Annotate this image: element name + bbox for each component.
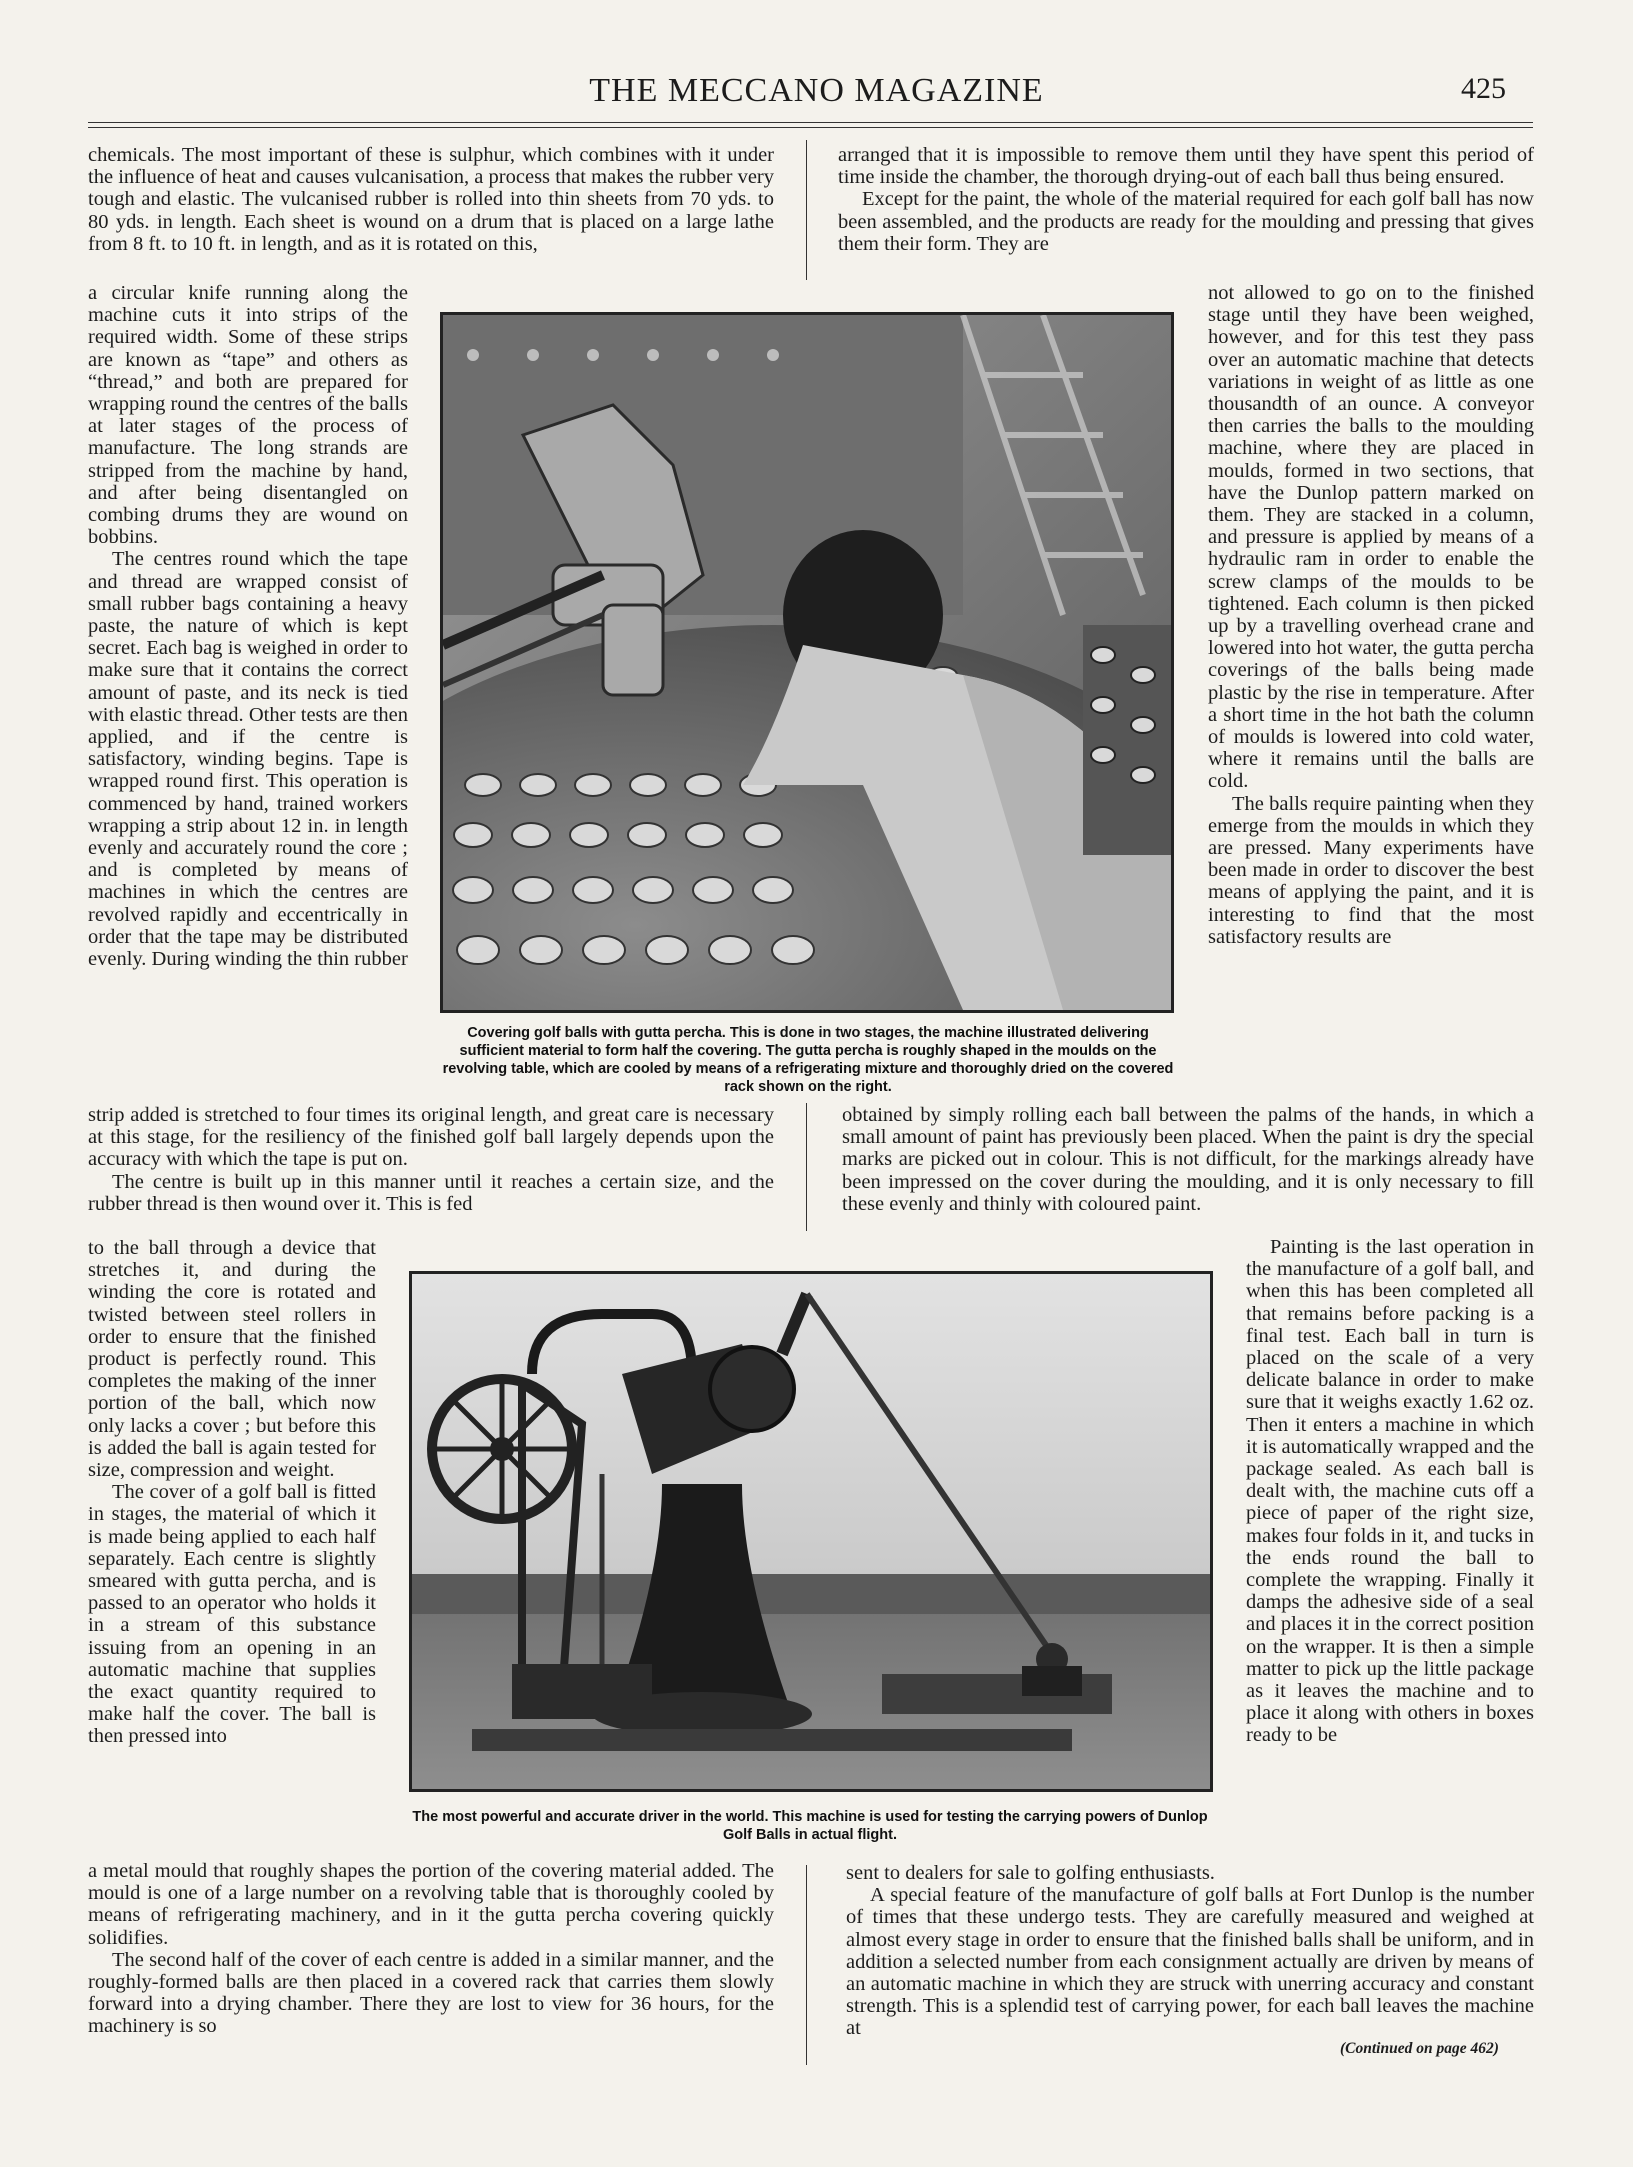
paragraph: The balls require painting when they emerge from the moulds in which they are pressed. Many experiments have been made in order to discover the best means of applying the paint, and it is interesting to find that the most satisfactory results are xyxy=(1208,792,1534,948)
column-divider xyxy=(806,1865,807,2065)
text-top-left xyxy=(88,144,774,255)
continued-note: (Continued on page 462) xyxy=(1340,2040,1499,2057)
paragraph: The cover of a golf ball is fitted in stages, the material of which it is made being applied to each half separately. Each centre is slightly smeared with gutta percha, and is passed to an operator who holds it in a stream of this substance issuing from an opening in an automatic machine that supplies the exact quantity required to make half the cover. The ball is then pressed into xyxy=(88,1481,376,1748)
paragraph: not allowed to go on to the finished stage until they have been weighed, however, and for this test they pass over an automatic machine that detects variations in weight of as little as one thousandth of an ounce. A conveyor then carries the balls to the moulding machine, where they are placed in moulds, formed in two sections, that have the Dunlop pattern marked on them. They are stacked in a column, and pressure is applied by means of a hydraulic ram in order to enable the screw clamps of the moulds to be tightened. Each column is then picked up by a travelling overhead crane and lowered into hot water, the gutta percha coverings of the balls being made plastic by the rise in temperature. After a short time in the hot bath the column of moulds is lowered into cold water, where it remains until the balls are cold. xyxy=(1208,282,1534,793)
paragraph: The second half of the cover of each centre is added in a similar manner, and the roughly-formed balls are then placed in a covered rack that carries them slowly forward into a drying chamber. There they are lost to view for 36 hours, for the machinery is so xyxy=(88,1948,774,2038)
paragraph: chemicals. The most important of these is sulphur, which combines with it under the influence of heat and causes vulcanisation, a process that makes the rubber very tough and elastic. The vulcanised rubber is rolled into thin sheets from 70 yds. to 80 yds. in length. Each sheet is wound on a drum that is placed on a large lathe from 8 ft. to 10 ft. in length, and as it is rotated on this, xyxy=(88,144,774,255)
text-bottom-left xyxy=(88,1860,774,2038)
page-header xyxy=(0,72,1633,112)
paragraph: sent to dealers for sale to golfing enthusiasts. xyxy=(846,1862,1215,1884)
golf-ball-covering-photo-icon xyxy=(443,315,1171,1010)
paragraph: to the ball through a device that stretches it, and during the winding the core is rotated and twisted between steel rollers in order to ensure that the finished product is perfectly round. This completes the making of the inner portion of the ball, which now only lacks a cover ; but before this is added the ball is again tested for size, compression and weight. xyxy=(88,1237,376,1482)
paragraph: strip added is stretched to four times its original length, and great care is necessary at this stage, for the resiliency of the finished golf ball largely depends upon the accuracy with which the tape is put on. xyxy=(88,1104,774,1171)
paragraph: The centres round which the tape and thread are wrapped consist of small rubber bags containing a heavy paste, the nature of which is kept secret. Each bag is weighed in order to make sure that it contains the correct amount of paste, and its neck is tied with elastic thread. Other tests are then applied, and if the centre is satisfactory, winding begins. Tape is wrapped round first. This operation is commenced by hand, trained workers wrapping a strip about 12 in. in length evenly and accurately round the core ; and is completed by means of machines in which the centres are revolved rapidly and eccentrically in order that the tape may be distributed evenly. During winding the thin rubber xyxy=(88,548,408,971)
paragraph: Except for the paint, the whole of the material required for each golf ball has now been assembled, and the products are ready for the moulding and pressing that gives them their form. They are xyxy=(838,188,1534,255)
text-left-narrow-1 xyxy=(88,282,408,970)
photo-golf-ball-covering xyxy=(440,312,1174,1013)
column-divider xyxy=(806,140,807,280)
column-divider xyxy=(806,1103,807,1231)
paragraph: The centre is built up in this manner until it reaches a certain size, and the rubber thread is then wound over it. This is fed xyxy=(88,1170,774,1215)
text-bottom-right xyxy=(846,1862,1534,2040)
page-number: 425 xyxy=(1461,72,1506,105)
text-mid-left xyxy=(88,1104,774,1215)
paragraph: A special feature of the manufacture of golf balls at Fort Dunlop is the number of times that these undergo tests. They are carefully measured and weighed at almost every stage in order to ensure that the finished balls shall be uniform, and in addition a selected number from each consignment actually are driven by means of an automatic machine in which they are struck with unerring accuracy and constant strength. This is a splendid test of carrying power, for each ball leaves the machine at xyxy=(846,1884,1534,2040)
paragraph: a circular knife running along the machine cuts it into strips of the required width. Some of these strips are known as “tape” and others as “thread,” and both are prepared for wrapping round the centres of the balls at later stages of the process of manufacture. The long strands are stripped from the machine by hand, and after being disentangled on combing drums they are wound on bobbins. xyxy=(88,282,408,549)
text-right-narrow-2 xyxy=(1246,1236,1534,1747)
photo-driving-machine xyxy=(409,1271,1213,1792)
header-rule xyxy=(88,122,1533,123)
header-rule-2 xyxy=(88,127,1533,128)
text-right-narrow-1 xyxy=(1208,282,1534,948)
text-mid-right xyxy=(842,1104,1534,1215)
text-top-right xyxy=(838,144,1534,255)
magazine-title: THE MECCANO MAGAZINE xyxy=(589,72,1044,109)
paragraph: obtained by simply rolling each ball between the palms of the hands, in which a small amount of paint has previously been placed. When the paint is dry the special marks are picked out in colour. This is not difficult, for the markings already have been impressed on the cover during the moulding, and it is only necessary to fill these evenly and thinly with coloured paint. xyxy=(842,1104,1534,1215)
photo1-caption: Covering golf balls with gutta percha. This is done in two stages, the machine illustrated delivering sufficient material to form half the covering. The gutta percha is roughly shaped in the moulds on the revolving table, which are cooled by means of a refrigerating mixture and thoroughly dried on the covered rack shown on the right. xyxy=(442,1025,1174,1095)
text-left-narrow-2 xyxy=(88,1237,376,1748)
driving-machine-photo-icon xyxy=(412,1274,1210,1789)
paragraph: Painting is the last operation in the manufacture of a golf ball, and when this has been completed all that remains before packing is a final test. Each ball in turn is placed on the scale of a very delicate balance in order to make sure that it weighs exactly 1.62 oz. Then it enters a machine in which it is automatically wrapped and the package sealed. As each ball is dealt with, the machine cuts off a piece of paper of the right size, makes four folds in it, and tucks in the ends round the ball to complete the wrapping. Finally it damps the adhesive side of a seal and places it in the correct position on the wrapper. It is then a simple matter to pick up the little package as it leaves the machine and to place it along with others in boxes ready to be xyxy=(1246,1236,1534,1747)
photo2-caption: The most powerful and accurate driver in the world. This machine is used for testing the carrying powers of Dunlop Golf Balls in actual flight. xyxy=(412,1809,1208,1843)
paragraph: arranged that it is impossible to remove them until they have spent this period of time inside the chamber, the thorough drying-out of each ball thus being ensured. xyxy=(838,144,1534,189)
paragraph: a metal mould that roughly shapes the portion of the covering material added. The mould is one of a large number on a revolving table that is thoroughly cooled by means of refrigerating machinery, and in it the gutta percha covering quickly solidifies. xyxy=(88,1860,774,1949)
